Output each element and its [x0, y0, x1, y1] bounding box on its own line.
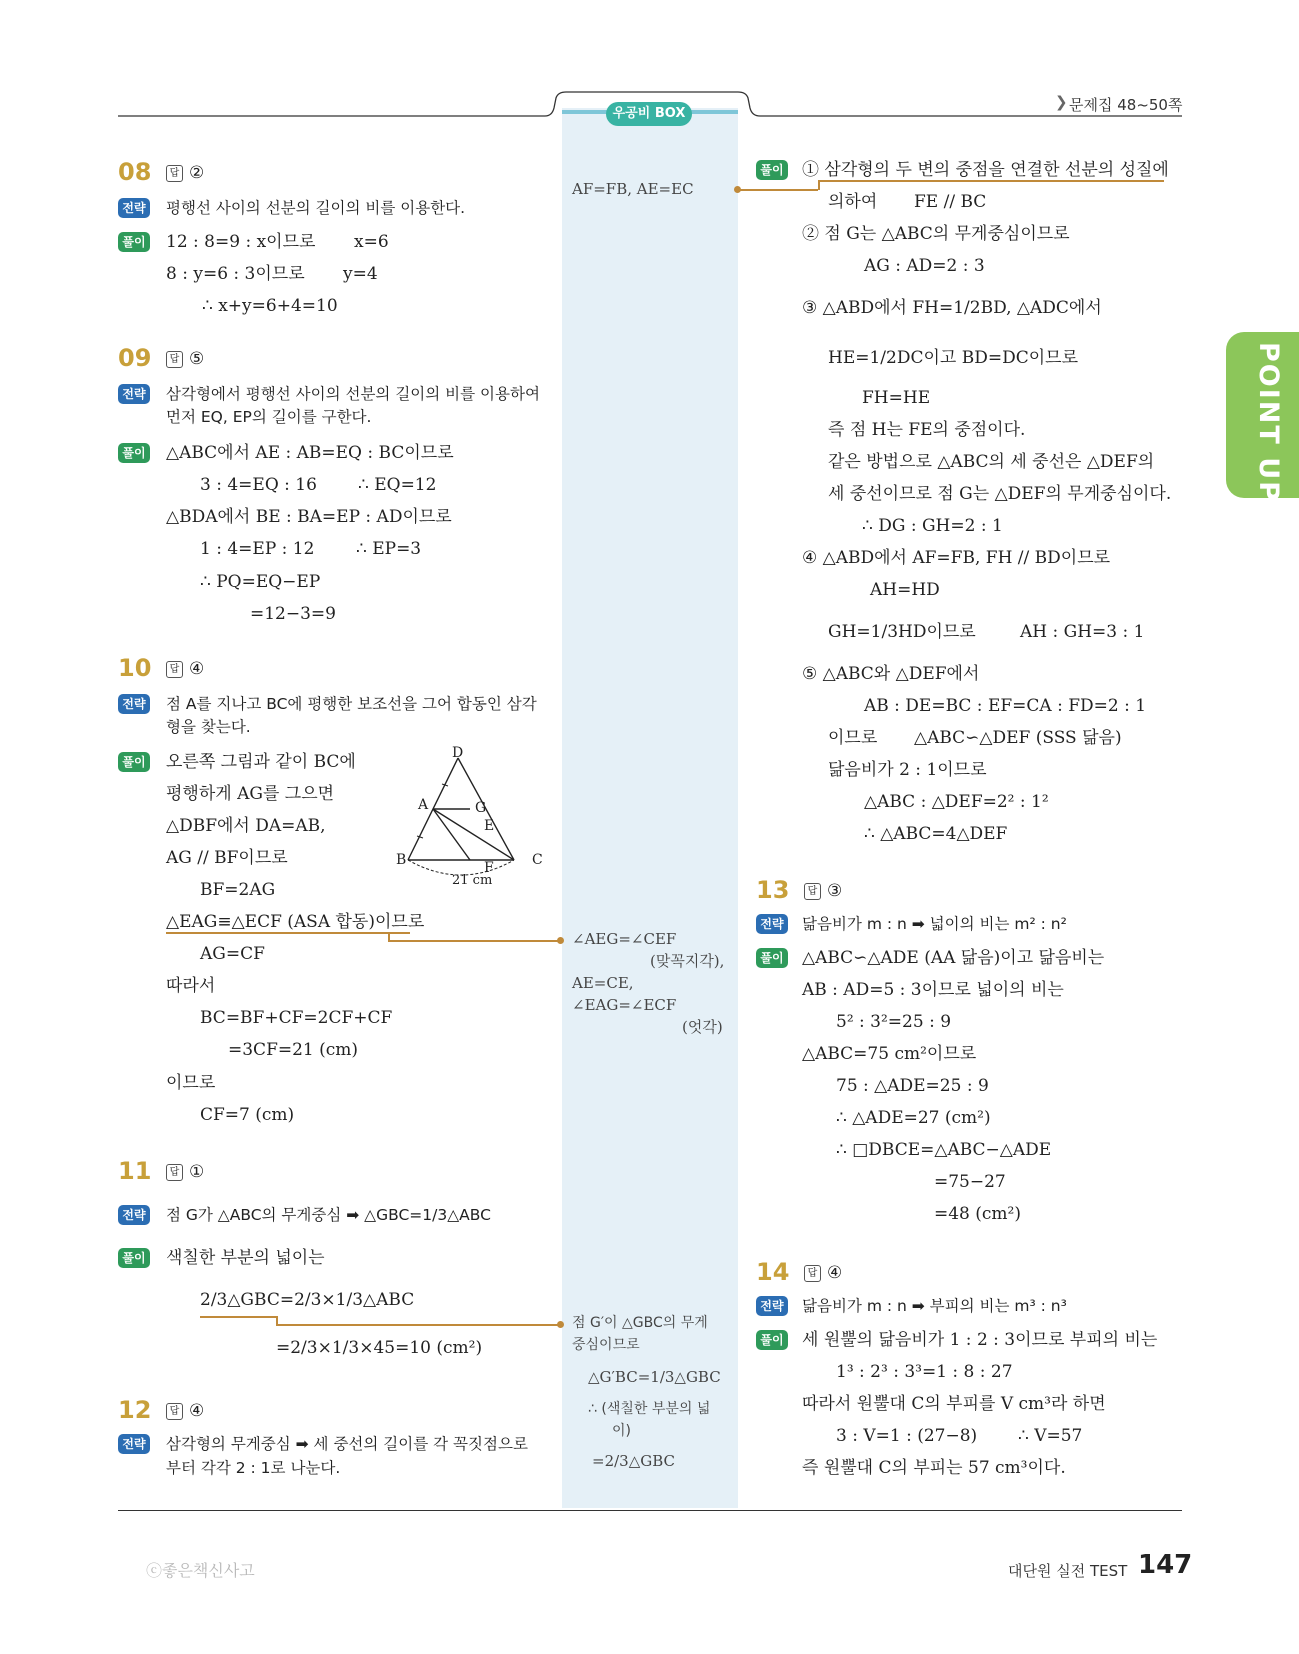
box-note: ∠AEG=∠CEF [572, 930, 677, 948]
solution-line: 1 : 4=EP : 12 [200, 539, 315, 559]
box-note: 점 G′이 △GBC의 무게 [572, 1315, 708, 1331]
answer-tag-icon: 답 [166, 1164, 183, 1181]
solution-line: ∴ V=57 [1018, 1426, 1083, 1446]
solution-line: CF=7 (cm) [200, 1105, 295, 1125]
fig-label-F: F [484, 860, 494, 876]
strategy-text: 점 G가 △ABC의 무게중심 ➡ △GBC=1/3△ABC [166, 1206, 491, 1224]
solution-line: GH=1/3HD이므로 [828, 622, 976, 642]
answer: 답 ④ [804, 1263, 842, 1283]
solution-badge: 풀이 [118, 1248, 150, 1268]
solution-line: =3CF=21 (cm) [228, 1040, 359, 1060]
answer: 답 ⑤ [166, 349, 204, 369]
solution-line: △ABC∽△ADE (AA 닮음)이고 닮음비는 [802, 948, 1105, 968]
solution-line: ∴ EP=3 [356, 539, 422, 559]
solution-line: FH=HE [862, 388, 931, 408]
solution-line: ∴ PQ=EQ−EP [200, 572, 321, 592]
solution-line: AG=CF [200, 944, 265, 964]
solution-line: ∴ EQ=12 [358, 475, 437, 495]
solution-line: ∴ △ADE=27 (cm²) [836, 1108, 991, 1128]
solution-line: 1³ : 2³ : 3³=1 : 8 : 27 [836, 1362, 1013, 1382]
solution-badge: 풀이 [118, 443, 150, 463]
strategy-text: 평행선 사이의 선분의 길이의 비를 이용한다. [166, 199, 466, 217]
box-note: (엇각) [682, 1018, 723, 1036]
box-note: =2/3△GBC [592, 1452, 676, 1470]
connector-line [276, 1324, 560, 1326]
strategy-text: 삼각형의 무게중심 ➡ 세 중선의 길이를 각 꼭짓점으로 [166, 1435, 528, 1453]
connector-line [818, 180, 1164, 182]
solution-line: 이므로 [166, 1073, 216, 1093]
solution-line: 색칠한 부분의 넓이는 [166, 1248, 325, 1268]
solution-line: BC=BF+CF=2CF+CF [200, 1008, 393, 1028]
solution-line: △ABC : △DEF=2² : 1² [864, 792, 1049, 812]
strategy-badge: 전략 [118, 384, 150, 404]
connector-line [388, 940, 560, 942]
page-number: 147 [1138, 1550, 1193, 1580]
solution-line: AG : AD=2 : 3 [864, 256, 985, 276]
solution-line: 오른쪽 그림과 같이 BC에 [166, 752, 356, 772]
solution-line: 닮음비가 2 : 1이므로 [828, 760, 987, 780]
box-note: ∴ (색칠한 부분의 넓 [588, 1401, 711, 1417]
solution-line: x=6 [354, 232, 389, 252]
connector-dot [557, 1321, 564, 1328]
solution-line: AG // BF이므로 [166, 848, 288, 868]
problem-number: 11 [118, 1157, 152, 1185]
solution-line: 즉 점 H는 FE의 중점이다. [828, 420, 1026, 440]
solution-line: 2/3△GBC=2/3×1/3△ABC [200, 1290, 415, 1310]
problem-number: 14 [756, 1258, 790, 1286]
strategy-text: 먼저 EQ, EP의 길이를 구한다. [166, 408, 372, 426]
copyright: ⓒ좋은책신사고 [146, 1561, 255, 1580]
fig-label-B: B [396, 852, 407, 868]
strategy-text: 점 A를 지나고 BC에 평행한 보조선을 그어 합동인 삼각 [166, 695, 537, 713]
solution-line: 12 : 8=9 : x이므로 [166, 232, 316, 252]
solution-line: ∴ x+y=6+4=10 [202, 296, 338, 316]
box-note: (맞꼭지각), [650, 952, 725, 970]
problem-number: 09 [118, 344, 152, 372]
fig-label-D: D [452, 745, 464, 761]
fig-label-G: G [475, 800, 487, 816]
solution-line: =75−27 [934, 1172, 1006, 1192]
answer-tag-icon: 답 [166, 165, 183, 182]
solution-line: △EAG≡△ECF (ASA 합동)이므로 [166, 912, 425, 932]
solution-line: ∴ DG : GH=2 : 1 [862, 516, 1003, 536]
strategy-badge: 전략 [118, 1434, 150, 1454]
strategy-badge: 전략 [118, 198, 150, 218]
solution-line: 세 원뿔의 닮음비가 1 : 2 : 3이므로 부피의 비는 [802, 1330, 1158, 1350]
solution-line: 이므로 [828, 728, 878, 748]
box-note: AE=CE, [572, 974, 634, 992]
box-label: 우공비 BOX [606, 102, 692, 126]
answer: 답 ① [166, 1162, 204, 1182]
connector-line [276, 1316, 278, 1324]
connector-line [166, 932, 410, 934]
solution-line: △ABC=75 cm²이므로 [802, 1044, 977, 1064]
solution-badge: 풀이 [118, 752, 150, 772]
solution-line: 같은 방법으로 △ABC의 세 중선은 △DEF의 [828, 452, 1155, 472]
solution-line: AH : GH=3 : 1 [1020, 622, 1145, 642]
solution-line: △BDA에서 BE : BA=EP : AD이므로 [166, 507, 452, 527]
solution-line: △ABC에서 AE : AB=EQ : BC이므로 [166, 443, 454, 463]
strategy-text: 닮음비가 m : n ➡ 부피의 비는 m³ : n³ [802, 1297, 1067, 1315]
answer: 답 ② [166, 163, 204, 183]
solution-line: 3 : V=1 : (27−8) [836, 1426, 978, 1446]
solution-line: △DBF에서 DA=AB, [166, 816, 326, 836]
chevron-right-icon: ❯ [1055, 93, 1068, 111]
solution-badge: 풀이 [756, 160, 788, 180]
solution-badge: 풀이 [756, 1330, 788, 1350]
solution-line: 세 중선이므로 점 G는 △DEF의 무게중심이다. [828, 484, 1172, 504]
problem-number: 10 [118, 654, 152, 682]
fig-label-A: A [418, 797, 429, 813]
fig-length: 21 cm [452, 873, 493, 888]
triangle-figure [390, 748, 550, 888]
solution-line: 따라서 [166, 976, 216, 996]
strategy-text: 삼각형에서 평행선 사이의 선분의 길이의 비를 이용하여 [166, 385, 540, 403]
connector-line [738, 189, 818, 191]
connector-line [200, 1316, 278, 1318]
solution-line: AH=HD [870, 580, 940, 600]
footer-rule [118, 1510, 1182, 1511]
solution-line: ③ △ABD에서 FH=1/2BD, △ADC에서 [802, 298, 1102, 318]
solution-line: 75 : △ADE=25 : 9 [836, 1076, 989, 1096]
fig-label-E: E [484, 818, 495, 834]
box-note: 이) [612, 1423, 631, 1439]
solution-line: 평행하게 AG를 그으면 [166, 784, 335, 804]
answer: 답 ④ [166, 659, 204, 679]
solution-line: ∴ □DBCE=△ABC−△ADE [836, 1140, 1052, 1160]
solution-line: y=4 [343, 264, 378, 284]
box-note: △G′BC=1/3△GBC [588, 1368, 721, 1386]
section-name: 대단원 실전 TEST [1008, 1562, 1128, 1580]
strategy-badge: 전략 [118, 694, 150, 714]
connector-dot [557, 937, 564, 944]
answer-tag-icon: 답 [166, 1403, 183, 1420]
solution-line: AB : AD=5 : 3이므로 넓이의 비는 [802, 980, 1064, 1000]
solution-line: ∴ △ABC=4△DEF [864, 824, 1008, 844]
solution-line: =12−3=9 [250, 604, 336, 624]
solution-badge: 풀이 [756, 948, 788, 968]
strategy-badge: 전략 [118, 1205, 150, 1225]
fig-label-C: C [532, 852, 543, 868]
strategy-text: 닮음비가 m : n ➡ 넓이의 비는 m² : n² [802, 915, 1067, 933]
strategy-badge: 전략 [756, 914, 788, 934]
solution-line: =48 (cm²) [934, 1204, 1022, 1224]
answer: 답 ③ [804, 881, 842, 901]
box-note: AF=FB, AE=EC [572, 180, 694, 198]
answer-tag-icon: 답 [166, 661, 183, 678]
solution-line: ④ △ABD에서 AF=FB, FH // BD이므로 [802, 548, 1111, 568]
box-column-bg [562, 108, 738, 1508]
solution-line: 의하여 [828, 192, 878, 212]
solution-line: ⑤ △ABC와 △DEF에서 [802, 664, 980, 684]
solution-line: BF=2AG [200, 880, 276, 900]
solution-line: 즉 원뿔대 C의 부피는 57 cm³이다. [802, 1458, 1066, 1478]
solution-badge: 풀이 [118, 232, 150, 252]
page-ref: 문제집 48~50쪽 [1069, 96, 1183, 114]
solution-line: ② 점 G는 △ABC의 무게중심이므로 [802, 224, 1070, 244]
solution-line: ① 삼각형의 두 변의 중점을 연결한 선분의 성질에 [802, 160, 1169, 180]
solution-line: △ABC∽△DEF (SSS 닮음) [914, 728, 1122, 748]
solution-line: 3 : 4=EQ : 16 [200, 475, 317, 495]
problem-number: 08 [118, 158, 152, 186]
answer-tag-icon: 답 [166, 351, 183, 368]
solution-line: =2/3×1/3×45=10 (cm²) [276, 1338, 483, 1358]
solution-line: 8 : y=6 : 3이므로 [166, 264, 305, 284]
problem-number: 13 [756, 876, 790, 904]
solution-line: HE=1/2DC이고 BD=DC이므로 [828, 348, 1078, 368]
point-up-tab: POINT UP [1226, 332, 1299, 498]
solution-line: 5² : 3²=25 : 9 [836, 1012, 952, 1032]
connector-line [818, 180, 820, 190]
box-note: ∠EAG=∠ECF [572, 996, 677, 1014]
solution-line: FE // BC [914, 192, 987, 212]
strategy-badge: 전략 [756, 1296, 788, 1316]
problem-number: 12 [118, 1396, 152, 1424]
box-note: 중심이므로 [572, 1337, 640, 1353]
strategy-text: 부터 각각 2 : 1로 나눈다. [166, 1459, 341, 1477]
answer: 답 ④ [166, 1401, 204, 1421]
answer-tag-icon: 답 [804, 1265, 821, 1282]
solution-line: AB : DE=BC : EF=CA : FD=2 : 1 [864, 696, 1147, 716]
solution-line: 따라서 원뿔대 C의 부피를 V cm³라 하면 [802, 1394, 1106, 1414]
strategy-text: 형을 찾는다. [166, 718, 251, 736]
answer-tag-icon: 답 [804, 883, 821, 900]
